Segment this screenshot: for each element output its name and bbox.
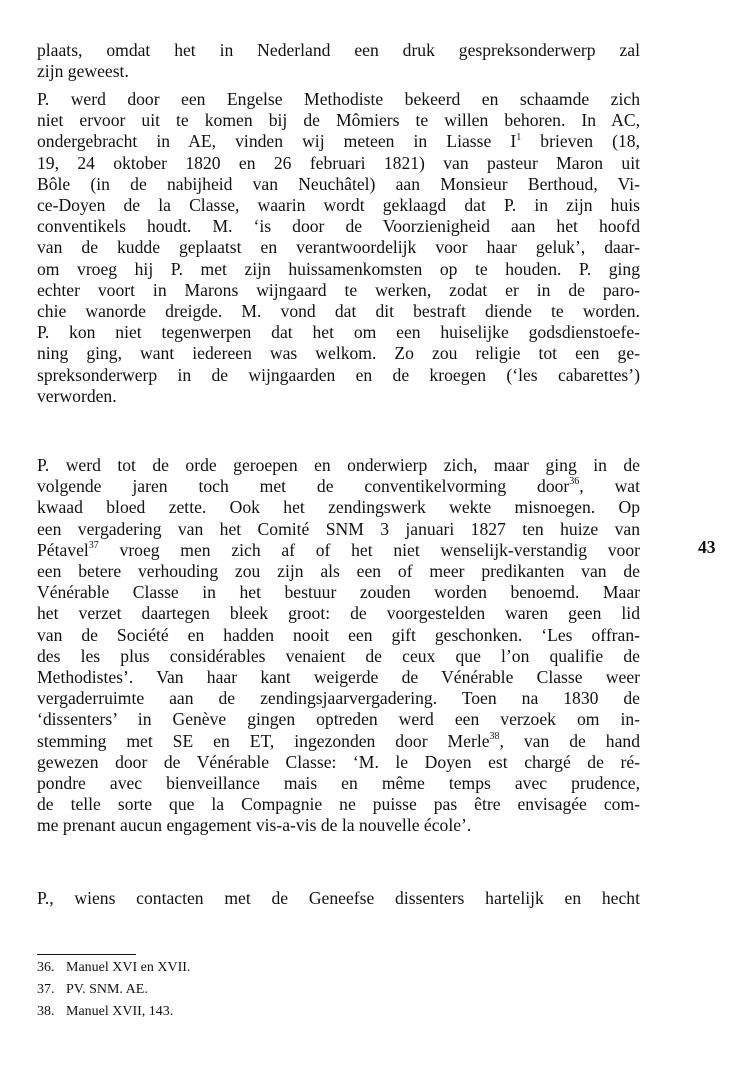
text-line — [37, 731, 640, 752]
paragraph-3 — [37, 455, 640, 837]
page-number: 43 — [698, 537, 716, 557]
text-line: Methodistes’. Van haar kant weigerde de Vénérable Classe weer — [37, 667, 640, 688]
text-line: de telle sorte que la Compagnie ne puisse pas être envisagée com- — [37, 794, 640, 815]
text-fragment: , wat — [579, 476, 640, 497]
text-line: vergaderruimte aan de zendingsjaarvergadering. Toen na 1830 de — [37, 688, 640, 709]
text-fragment: , van de hand — [499, 730, 640, 751]
footnotes — [37, 957, 297, 1023]
footnote-number: 38. — [37, 1004, 55, 1019]
text-line: kwaad bloed zette. Ook het zendingswerk wekte misnoegen. Op — [37, 497, 640, 518]
footnote-divider — [37, 954, 136, 955]
text-line: spreksonderwerp in de wijngaarden en de kroegen (‘les cabarettes’) — [37, 364, 640, 385]
text-line: niet ervoor uit te komen bij de Mômiers te willen behoren. In AC, — [37, 110, 640, 131]
text-line: conventikels houdt. M. ‘is door de Voorzienigheid aan het hoofd — [37, 216, 640, 237]
text-line: echter voort in Marons wijngaard te werken, zodat er in de paro- — [37, 279, 640, 300]
footnote-ref-38: 38 — [489, 730, 500, 742]
footnote-ref-36: 36 — [569, 476, 580, 488]
text-line — [37, 131, 640, 152]
footnote-text: PV. SNM. AE. — [66, 982, 148, 997]
text-line: des les plus considérables venaient de ceux que l’on qualifie de — [37, 645, 640, 666]
text-line: P. kon niet tegenwerpen dat het om een huiselijke godsdienstoefe- — [37, 322, 640, 343]
text-line: van de kudde geplaatst en verantwoordelijk voor haar geluk’, daar- — [37, 237, 640, 258]
text-line: chie wanorde dreigde. M. vond dat dit bestraft diende te worden. — [37, 301, 640, 322]
paragraph-4 — [37, 888, 640, 909]
text-line: P. werd door een Engelse Methodiste bekeerd en schaamde zich — [37, 89, 640, 109]
text-fragment: volgende jaren toch met de conventikelvorming door — [37, 476, 570, 497]
text-line: Bôle (in de nabijheid van Neuchâtel) aan Monsieur Berthoud, Vi- — [37, 173, 640, 194]
text-line: het verzet daartegen bleek groot: de voorgestelden waren geen lid — [37, 603, 640, 624]
text-line: me prenant aucun engagement vis-a-vis de la nouvelle école’. — [37, 815, 472, 836]
text-line: ning ging, want iedereen was welkom. Zo zou religie tot een ge- — [37, 343, 640, 364]
text-line: ‘dissenters’ in Genève gingen optreden werd een verzoek om in- — [37, 709, 640, 730]
footnote-text: Manuel XVI en XVII. — [66, 960, 191, 975]
footnote-item — [37, 957, 297, 979]
text-line: zijn geweest. — [37, 61, 129, 82]
text-line: gewezen door de Vénérable Classe: ‘M. le Doyen est chargé de ré- — [37, 751, 640, 772]
paragraph-1 — [37, 40, 640, 82]
text-fragment: ondergebracht in AE, vinden wij meteen in Liasse I — [37, 131, 517, 152]
text-line: ce-Doyen de la Classe, waarin wordt geklaagd dat P. in zijn huis — [37, 195, 640, 216]
text-fragment: Pétavel — [37, 539, 89, 560]
text-line: van de Société en hadden nooit een gift geschonken. ‘Les offran- — [37, 624, 640, 645]
paragraph-2 — [37, 89, 640, 407]
footnote-ref-37: 37 — [88, 539, 99, 551]
text-fragment: vroeg men zich af of het niet wenselijk-verstandig voor — [98, 539, 640, 560]
footnote-ref-1: 1 — [516, 131, 522, 143]
text-line: P., wiens contacten met de Geneefse dissenters hartelijk en hecht — [37, 888, 640, 908]
text-line: een vergadering van het Comité SNM 3 januari 1827 ten huize van — [37, 518, 640, 539]
text-line: Vénérable Classe in het bestuur zouden worden benoemd. Maar — [37, 582, 640, 603]
text-line: P. werd tot de orde geroepen en onderwierp zich, maar ging in de — [37, 455, 640, 475]
footnote-number: 37. — [37, 982, 55, 997]
footnote-item — [37, 1001, 297, 1023]
footnote-number: 36. — [37, 960, 55, 975]
text-line: 19, 24 oktober 1820 en 26 februari 1821) van pasteur Maron uit — [37, 152, 640, 173]
footnote-item — [37, 979, 297, 1001]
text-fragment: brieven (18, — [521, 131, 640, 152]
text-line: om vroeg hij P. met zijn huissamenkomsten op te houden. P. ging — [37, 258, 640, 279]
text-line: pondre avec bienveillance mais en même temps avec prudence, — [37, 773, 640, 794]
text-line: een betere verhouding zou zijn als een of meer predikanten van de — [37, 561, 640, 582]
text-line: plaats, omdat het in Nederland een druk gespreksonderwerp zal — [37, 40, 640, 60]
text-fragment: stemming met SE en ET, ingezonden door Merle — [37, 730, 490, 751]
text-line — [37, 540, 640, 561]
text-line — [37, 476, 640, 497]
text-line: verworden. — [37, 385, 117, 406]
footnote-text: Manuel XVII, 143. — [66, 1004, 174, 1019]
